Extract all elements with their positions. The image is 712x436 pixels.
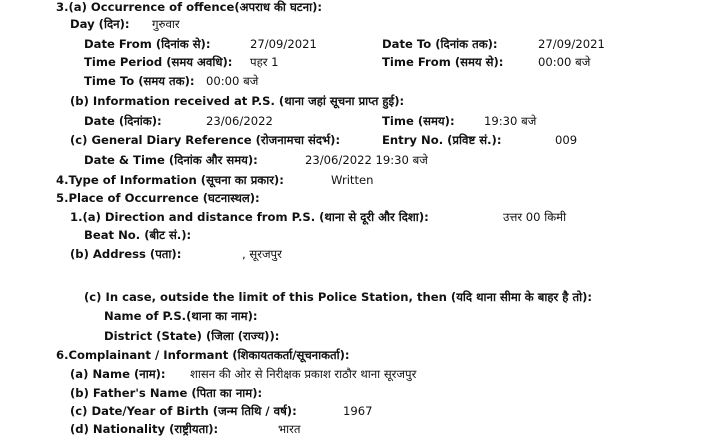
info-time-label: Time (समय): [382, 114, 455, 128]
type-of-information-value: Written [331, 173, 374, 187]
date-of-birth-value: 1967 [343, 404, 373, 418]
section-4-type-of-information-label: 4.Type of Information (सूचना का प्रकार): [56, 173, 284, 187]
district-label: District (State) (जिला (राज्य)): [104, 329, 280, 343]
entry-no-value: 009 [555, 133, 578, 147]
father-name-label: (b) Father's Name (पिता का नाम): [70, 386, 263, 400]
date-of-birth-label: (c) Date/Year of Birth (जन्म तिथि / वर्ष): [70, 404, 297, 418]
date-to-label: Date To (दिनांक तक): [382, 37, 498, 51]
nationality-value: भारत [278, 422, 301, 436]
direction-distance-value: उत्तर 00 किमी [503, 210, 567, 224]
address-value: , सूरजपुर [242, 247, 282, 261]
info-date-label: Date (दिनांक): [84, 114, 162, 128]
info-date-value: 23/06/2022 [206, 114, 273, 128]
direction-distance-label: 1.(a) Direction and distance from P.S. (थाना से दूरी और दिशा): [70, 210, 429, 224]
date-time-value: 23/06/2022 19:30 बजे [305, 153, 428, 167]
day-value: गुरुवार [152, 17, 180, 31]
address-label: (b) Address (पता): [70, 247, 182, 261]
beat-no-label: Beat No. (बीट सं.): [84, 228, 192, 242]
date-to-value: 27/09/2021 [538, 37, 605, 51]
date-from-value: 27/09/2021 [250, 37, 317, 51]
section-3-heading: 3.(a) Occurrence of offence(अपराध की घटना): [56, 0, 323, 14]
outside-ps-label: (c) In case, outside the limit of this Police Station, then (यदि थाना सीमा के बाहर है तो): [84, 290, 593, 304]
entry-no-label: Entry No. (प्रविष्ट सं.): [382, 133, 502, 147]
info-received-label: (b) Information received at P.S. (थाना जहां सूचना प्राप्त हुई): [70, 94, 405, 108]
complainant-name-label: (a) Name (नाम): [70, 367, 166, 381]
time-period-value: पहर 1 [250, 55, 279, 69]
ps-name-label: Name of P.S.(थाना का नाम): [104, 309, 258, 323]
time-period-label: Time Period (समय अवधि): [84, 55, 233, 69]
time-from-value: 00:00 बजे [538, 55, 591, 69]
date-time-label: Date & Time (दिनांक और समय): [84, 153, 258, 167]
day-label: Day (दिन): [70, 17, 130, 31]
section-6-heading: 6.Complainant / Informant (शिकायतकर्ता/सूचनाकर्ता): [56, 348, 350, 362]
time-from-label: Time From (समय से): [382, 55, 504, 69]
info-time-value: 19:30 बजे [484, 114, 537, 128]
time-to-label: Time To (समय तक): [84, 74, 195, 88]
time-to-value: 00:00 बजे [206, 74, 259, 88]
nationality-label: (d) Nationality (राष्ट्रीयता): [70, 422, 219, 436]
section-5-heading: 5.Place of Occurrence (घटनास्थल): [56, 191, 260, 205]
general-diary-label: (c) General Diary Reference (रोजनामचा संदर्भ): [70, 133, 341, 147]
date-from-label: Date From (दिनांक से): [84, 37, 211, 51]
complainant-name-value: शासन की ओर से निरीक्षक प्रकाश राठौर थाना सूरजपुर [190, 367, 417, 381]
